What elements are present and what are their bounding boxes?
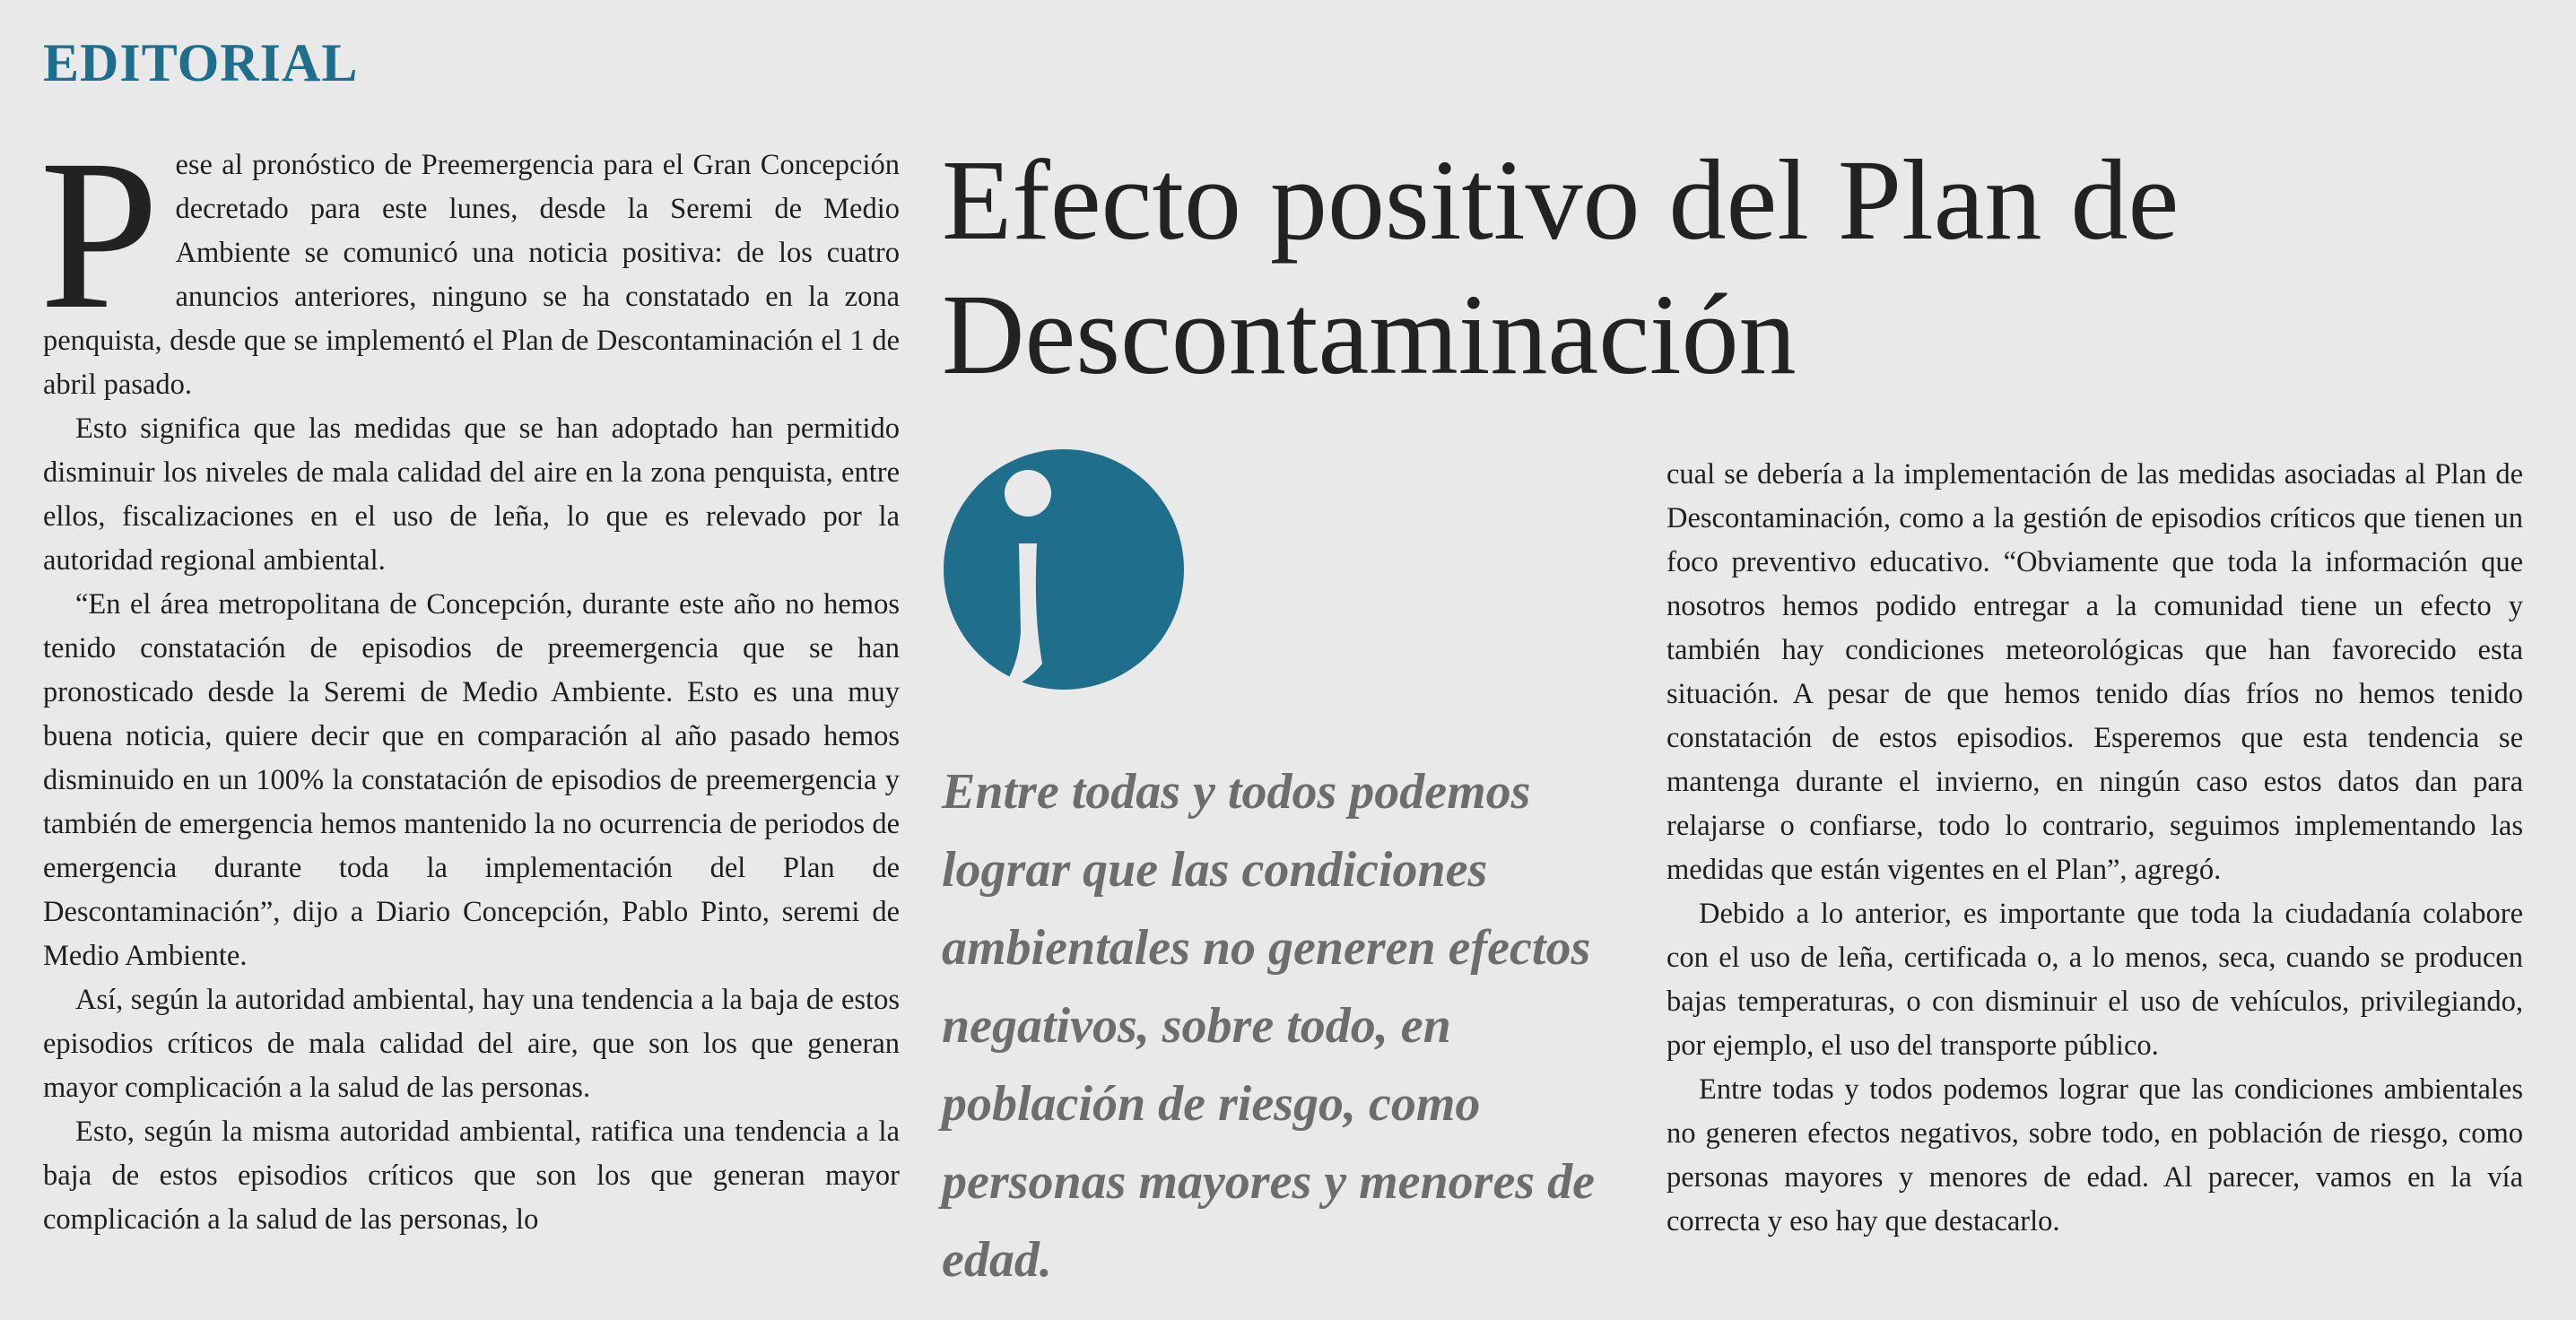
headline: Efecto positivo del Plan de Descontaminación xyxy=(942,136,2180,398)
right-column xyxy=(1667,453,2523,1244)
paragraph-text: ese al pronóstico de Preemergencia para el Gran Concepción decretado para este lunes, desde la Seremi de Medio Ambiente se comunicó una noticia positiva: de los cuatro anuncios anteriores, ninguno se ha constatado en la zona penquista, desde que se implementó el Plan de Descontaminación el 1 de abril pasado. xyxy=(43,149,900,401)
pull-quote: Entre todas y todos podemos lograr que las condiciones ambientales no generen efectos negativos, sobre todo, en población de riesgo, como personas mayores y menores de edad. xyxy=(942,764,1595,1288)
article-paragraph-1 xyxy=(39,115,900,407)
info-i-icon xyxy=(942,443,1186,696)
section-label: EDITORIAL xyxy=(43,33,359,92)
article-paragraph-3: “En el área metropolitana de Concepción, durante este año no hemos tenido constatación de episodios de preemergencia que se han pronosticado desde la Seremi de Medio Ambiente. Esto es una muy buena noticia, quiere decir que en comparación al año pasado hemos disminuido en un 100% la constatación de episodios de preemergencia y también de emergencia hemos mantenido la no ocurrencia de periodos de emergencia durante toda la implementación del Plan de Descontaminación”, dijo a Diario Concepción, Pablo Pinto, seremi de Medio Ambiente. xyxy=(43,588,900,972)
article-paragraph-8: Entre todas y todos podemos lograr que las condiciones ambientales no generen efectos negativos, sobre todo, en población de riesgo, como personas mayores y menores de edad. Al parecer, vamos en la vía correcta y eso hay que destacarlo. xyxy=(1667,1073,2523,1238)
article-paragraph-4: Así, según la autoridad ambiental, hay una tendencia a la baja de estos episodios críticos de mala calidad del aire, que son los que generan mayor complicación a la salud de las personas. xyxy=(43,984,900,1104)
article-paragraph-7: Debido a lo anterior, es importante que toda la ciudadanía colabore con el uso de leña, certificada o, a lo menos, seca, cuando se producen bajas temperaturas, o con disminuir el uso de vehículos, privilegiando, por ejemplo, el uso del transporte público. xyxy=(1667,898,2523,1062)
article-paragraph-6: cual se debería a la implementación de las medidas asociadas al Plan de Descontaminación, como a la gestión de episodios críticos que tienen un foco preventivo educativo. “Obviamente que toda la información que nosotros hemos podido entregar a la comunidad tiene un efecto y también hay condiciones meteorológicas que han favorecido esta situación. A pesar de que hemos tenido días fríos no hemos tenido constatación de estos episodios. Esperemos que esta tendencia se mantenga durante el invierno, en ningún caso estos datos dan para relajarse o confiarse, todo lo contrario, seguimos implementando las medidas que están vigentes en el Plan”, agregó. xyxy=(1667,458,2523,886)
article-paragraph-5: Esto, según la misma autoridad ambiental, ratifica una tendencia a la baja de estos episodios críticos que son los que generan mayor complicación a la salud de las personas, lo xyxy=(43,1116,900,1236)
left-column xyxy=(39,115,900,1242)
article-paragraph-2: Esto significa que las medidas que se han adoptado han permitido disminuir los niveles de mala calidad del aire en la zona penquista, entre ellos, fiscalizaciones en el uso de leña, lo que es relevado por la autoridad regional ambiental. xyxy=(43,412,900,577)
drop-cap: P xyxy=(39,115,160,353)
